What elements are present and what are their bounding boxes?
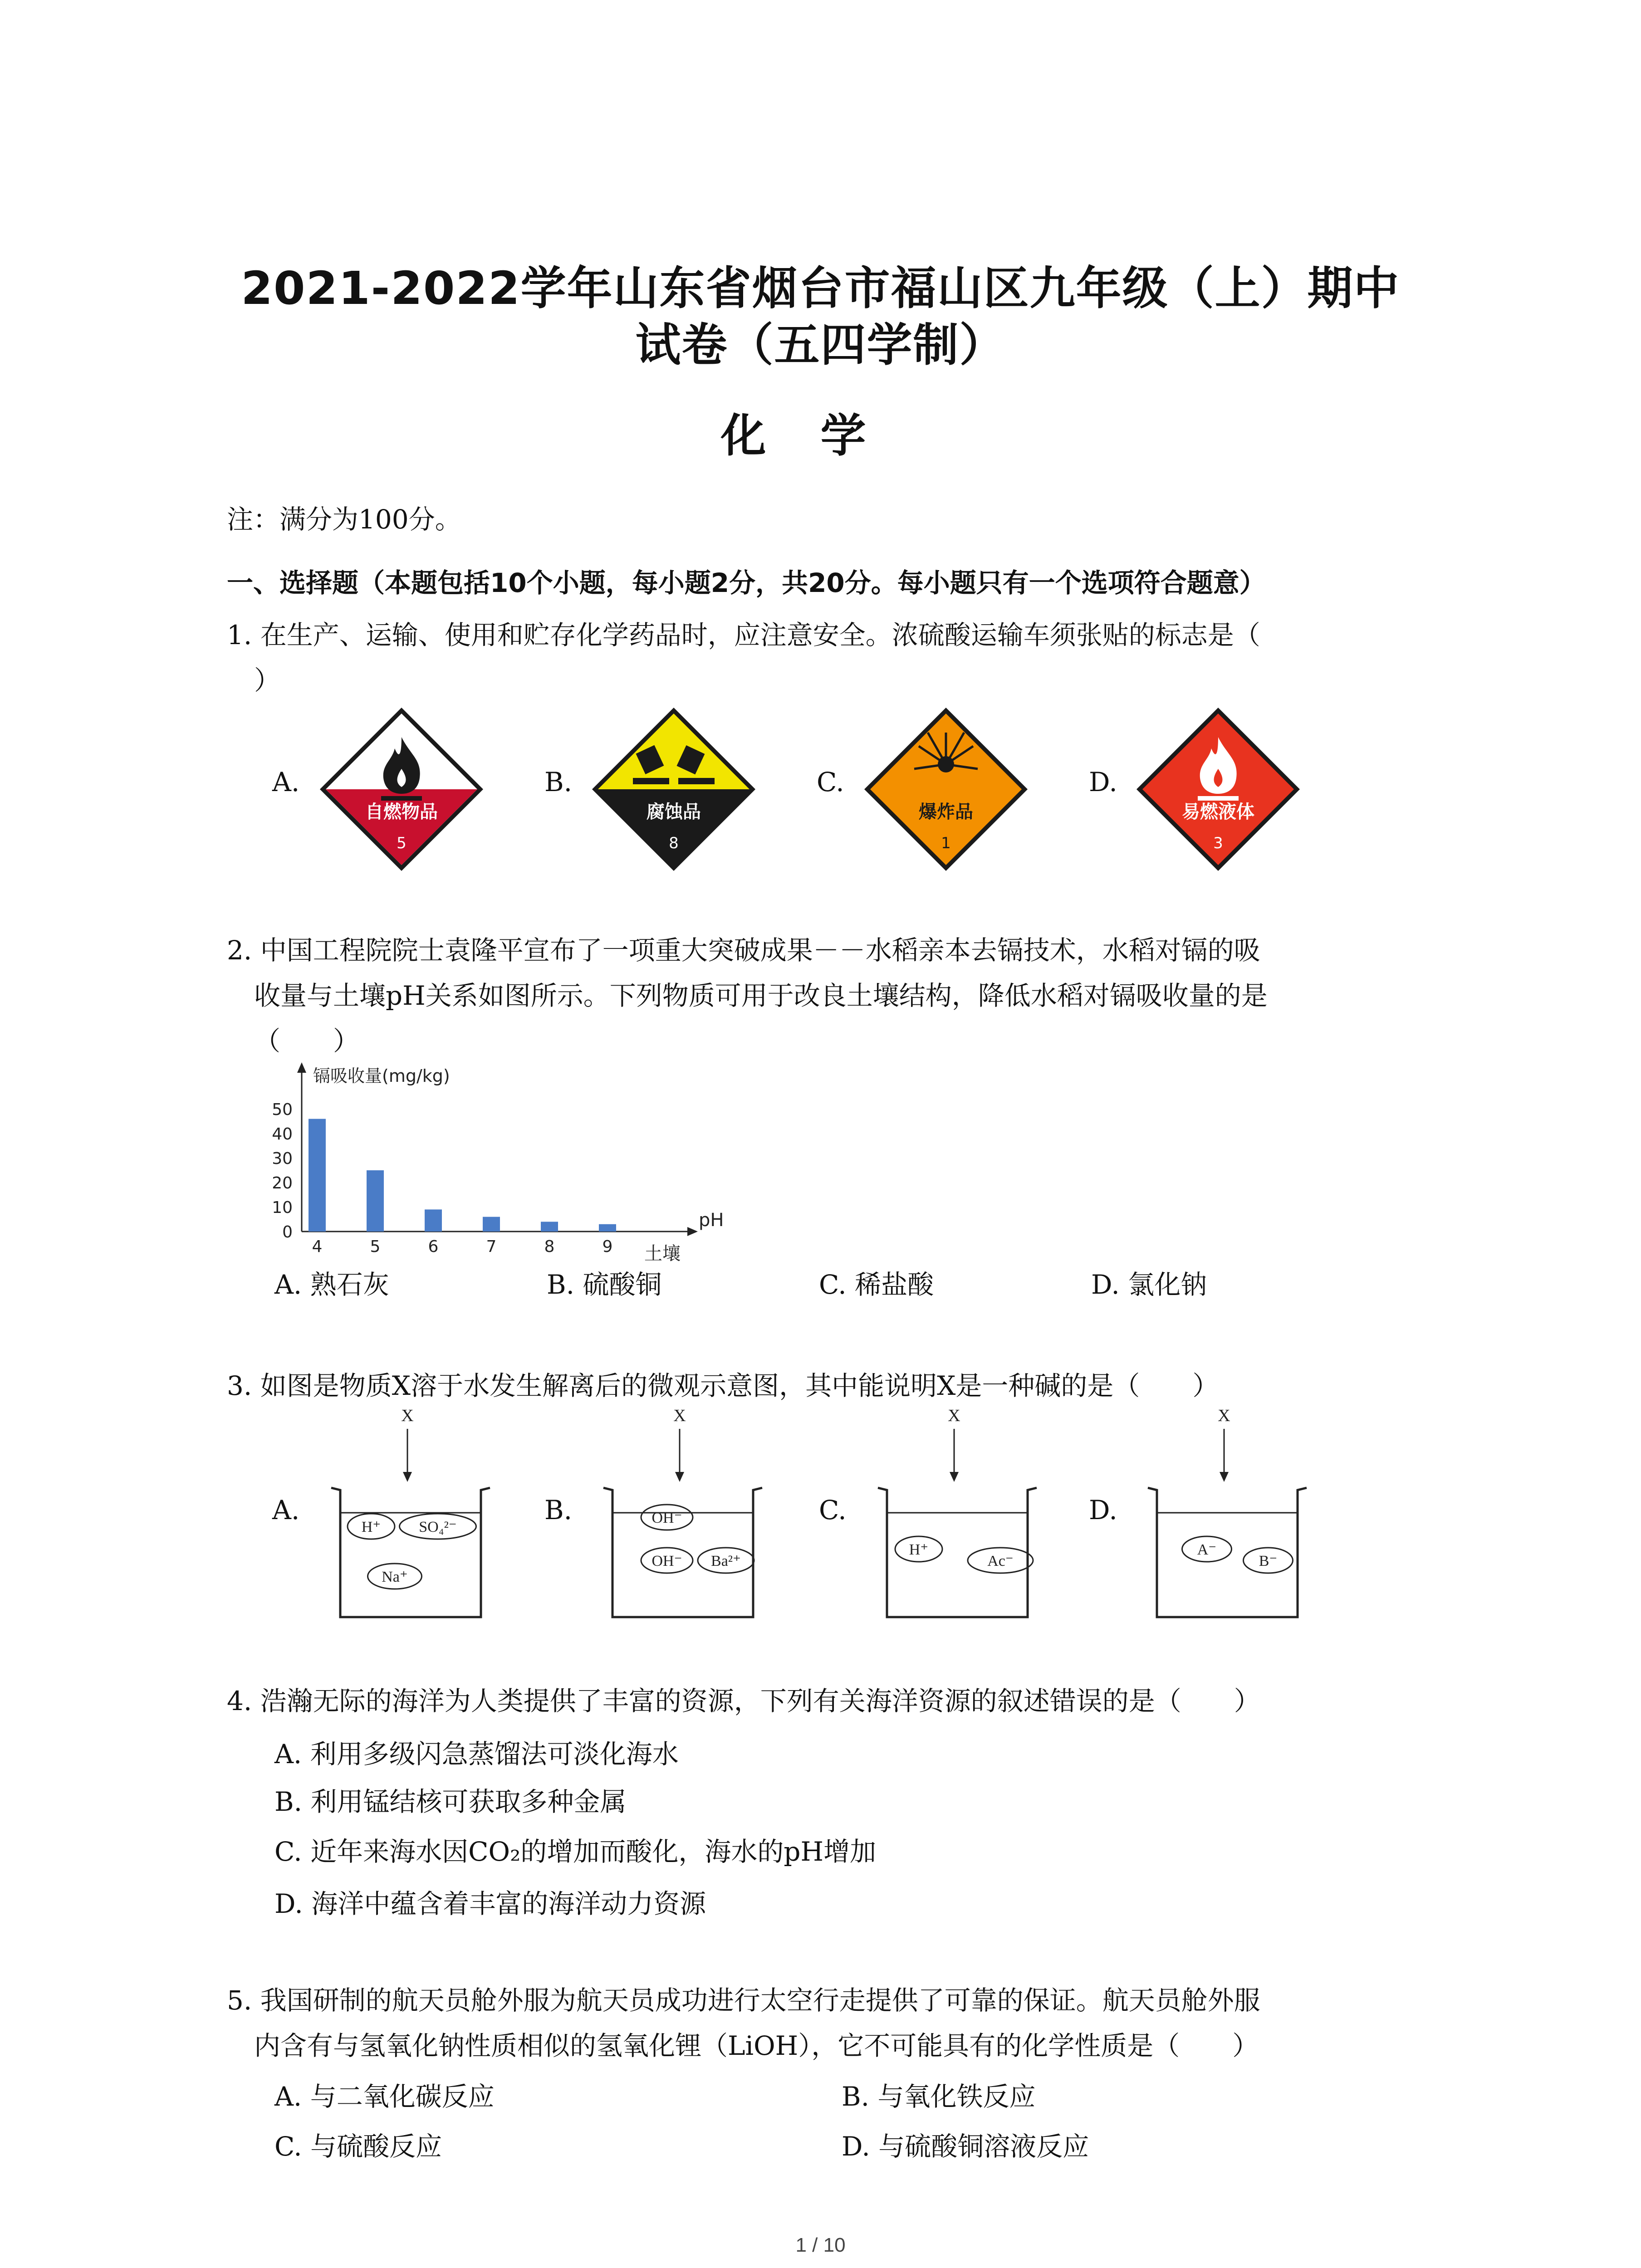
x-tick-label: 9 [602, 1237, 613, 1256]
q1-option-d-hazard-sign[interactable] [1134, 705, 1302, 873]
q1-option-d-letter[interactable]: D. [1089, 767, 1117, 797]
q1-option-a-hazard-sign[interactable] [318, 705, 485, 873]
q3-option-a-letter[interactable]: A. [272, 1495, 300, 1525]
substance-x-label: X [401, 1406, 414, 1425]
y-tick-label: 10 [272, 1198, 293, 1217]
q1-stem-line1: 1. 在生产、运输、使用和贮存化学药品时，应注意安全。浓硫酸运输车须张贴的标志是（ [227, 620, 1260, 650]
x-tick-label: 7 [486, 1237, 497, 1256]
q4-option-b[interactable]: B. 利用锰结核可获取多种金属 [274, 1786, 627, 1817]
q3-option-d-letter[interactable]: D. [1089, 1495, 1117, 1525]
q2-option-c[interactable]: C. 稀盐酸 [819, 1269, 934, 1300]
y-tick-label: 30 [272, 1149, 293, 1168]
exam-title-line1: 2021-2022学年山东省烟台市福山区九年级（上）期中 [241, 262, 1400, 315]
q2-option-d[interactable]: D. 氯化钠 [1091, 1269, 1207, 1300]
q5-stem-line2: 内含有与氢氧化钠性质相似的氢氧化锂（LiOH），它不可能具有的化学性质是（ ） [254, 2030, 1259, 2061]
bar-ph-4 [309, 1119, 326, 1232]
x-tick-label: 5 [370, 1237, 381, 1256]
y-tick-label: 0 [282, 1223, 293, 1242]
hazard-class-number: 1 [941, 834, 951, 852]
q1-option-b-hazard-sign[interactable] [590, 705, 758, 873]
ion-label: Ba²⁺ [711, 1553, 741, 1569]
q5-option-b[interactable]: B. 与氧化铁反应 [842, 2081, 1036, 2112]
substance-x-label: X [948, 1406, 960, 1425]
x-tick-label: 8 [544, 1237, 555, 1256]
beaker-outline [331, 1488, 490, 1617]
substance-x-label: X [1218, 1406, 1230, 1425]
q2-option-b[interactable]: B. 硫酸铜 [547, 1269, 662, 1300]
q5-stem-line1: 5. 我国研制的航天员舱外服为航天员成功进行太空行走提供了可靠的保证。航天员舱外服 [227, 1985, 1260, 2016]
ion-label: SO₄²⁻ [419, 1519, 457, 1535]
bar-ph-9 [599, 1224, 616, 1232]
subject-title: 化学 [720, 409, 921, 462]
bar-ph-5 [367, 1170, 384, 1232]
ion-label: OH⁻ [652, 1553, 682, 1569]
q4-option-c[interactable]: C. 近年来海水因CO₂的增加而酸化，海水的pH增加 [274, 1836, 877, 1867]
q3-option-b-beaker[interactable] [599, 1404, 808, 1631]
x-tick-label: 4 [312, 1237, 323, 1256]
beaker-outline [1148, 1488, 1307, 1617]
q2-stem-line2: 收量与土壤pH关系如图所示。下列物质可用于改良土壤结构，降低水稻对镉吸收量的是 [254, 980, 1268, 1011]
ion-label: Ac⁻ [987, 1553, 1014, 1569]
y-tick-label: 50 [272, 1100, 293, 1119]
q1-option-c-hazard-sign[interactable] [862, 705, 1030, 873]
bar-ph-6 [425, 1209, 442, 1232]
x-axis-arrow [687, 1227, 698, 1236]
x-axis-label: pH [699, 1210, 724, 1231]
ion-label: B⁻ [1259, 1553, 1278, 1569]
hazard-sign-label: 易燃液体 [1182, 802, 1254, 822]
hazard-class-number: 5 [397, 834, 407, 852]
q3-option-d-beaker[interactable] [1143, 1404, 1352, 1631]
substance-x-label: X [673, 1406, 686, 1425]
hazard-sign-label: 腐蚀品 [647, 802, 701, 822]
hazard-class-number: 8 [669, 834, 679, 852]
ion-label: H⁺ [909, 1541, 929, 1558]
y-tick-label: 20 [272, 1174, 293, 1193]
q4-option-d[interactable]: D. 海洋中蕴含着丰富的海洋动力资源 [274, 1888, 706, 1919]
arrow-head [675, 1472, 684, 1482]
q5-option-c[interactable]: C. 与硫酸反应 [274, 2131, 442, 2162]
score-note: 注：满分为100分。 [227, 504, 461, 535]
ion-label: A⁻ [1197, 1541, 1217, 1558]
arrow-head [950, 1472, 959, 1482]
q2-option-a[interactable]: A. 熟石灰 [274, 1269, 389, 1300]
ion-label: H⁺ [361, 1519, 381, 1535]
hazard-class-number: 3 [1213, 834, 1223, 852]
q1-stem-line2: ） [254, 665, 281, 696]
q3-option-c-beaker[interactable] [873, 1404, 1082, 1631]
q2-stem-line3: （ ） [254, 1026, 360, 1056]
q5-option-d[interactable]: D. 与硫酸铜溶液反应 [842, 2131, 1089, 2162]
ion-label: Na⁺ [382, 1569, 408, 1585]
q1-option-a-letter[interactable]: A. [272, 767, 300, 797]
cadmium-ph-bar-chart [240, 1057, 730, 1270]
y-axis-arrow [297, 1062, 306, 1073]
page-number: 1 / 10 [795, 2234, 846, 2256]
q1-option-b-letter[interactable]: B. [544, 767, 573, 797]
x-tick-label: 6 [428, 1237, 439, 1256]
arrow-head [1220, 1472, 1229, 1482]
y-axis-label: 镉吸收量(mg/kg) [313, 1066, 450, 1086]
q1-option-c-letter[interactable]: C. [817, 767, 844, 797]
y-tick-label: 40 [272, 1125, 293, 1144]
q2-stem-line1: 2. 中国工程院院士袁隆平宣布了一项重大突破成果－－水稻亲本去镉技术，水稻对镉的吸 [227, 935, 1260, 966]
q4-option-a[interactable]: A. 利用多级闪急蒸馏法可淡化海水 [274, 1739, 679, 1769]
bar-ph-8 [541, 1222, 558, 1232]
hazard-sign-label: 自燃物品 [365, 802, 438, 822]
section-heading: 一、选择题（本题包括10个小题，每小题2分，共20分。每小题只有一个选项符合题意） [227, 567, 1266, 598]
hazard-sign-label: 爆炸品 [919, 802, 973, 822]
ion-label: OH⁻ [652, 1510, 682, 1526]
q3-option-b-letter[interactable]: B. [544, 1495, 573, 1525]
exam-title-line2: 试卷（五四学制） [635, 318, 1006, 371]
bar-ph-7 [483, 1217, 500, 1232]
q3-stem: 3. 如图是物质X溶于水发生解离后的微观示意图，其中能说明X是一种碱的是（ ） [227, 1370, 1219, 1401]
q3-option-a-beaker[interactable] [327, 1404, 535, 1631]
x-axis-sublabel: 土壤 [644, 1243, 681, 1264]
q5-option-a[interactable]: A. 与二氧化碳反应 [274, 2081, 495, 2112]
q3-option-c-letter[interactable]: C. [819, 1495, 847, 1525]
arrow-head [403, 1472, 412, 1482]
q4-stem: 4. 浩瀚无际的海洋为人类提供了丰富的资源，下列有关海洋资源的叙述错误的是（ ） [227, 1686, 1260, 1716]
